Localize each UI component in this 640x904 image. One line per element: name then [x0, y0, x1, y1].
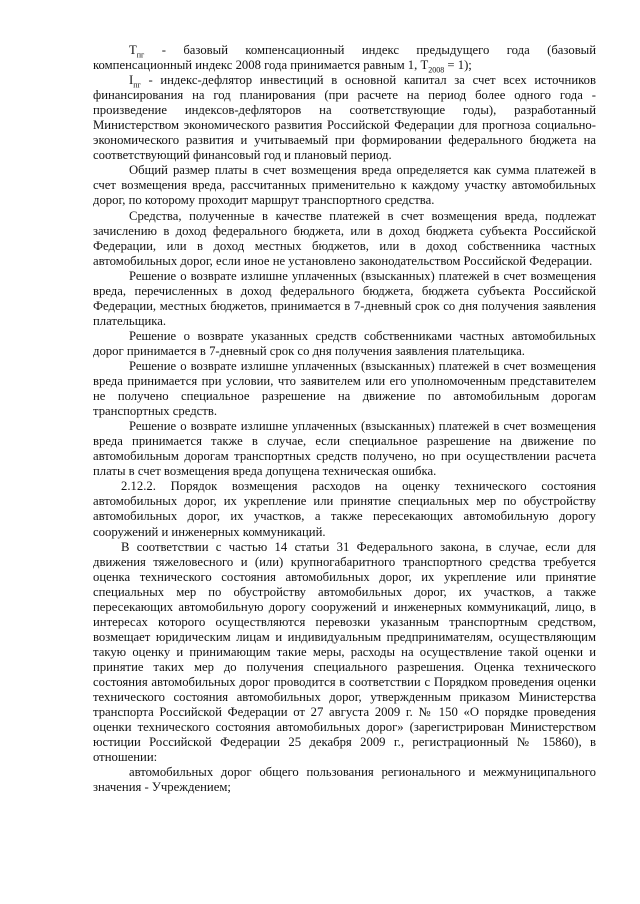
subscript-pg: пг	[136, 50, 145, 60]
subscript-pg: пг	[133, 80, 141, 90]
paragraph-refund-budget: Решение о возврате излишне уплаченных (взысканных) платежей в счет возмещения вреда, перечисленных в доход федерального бюджета, бюджета субъекта Российской Федерации, местных бюджетов, принимается в 7-дневный срок со дня получения заявления плательщика.	[93, 268, 596, 328]
paragraph-total-payment: Общий размер платы в счет возмещения вреда определяется как сумма платежей в счет возмещения вреда, рассчитанных применительно к каждому участку автомобильных дорог, по которому проходит маршрут транспортного средства.	[93, 163, 596, 208]
paragraph-refund-private: Решение о возврате указанных средств собственниками частных автомобильных дорог принимается в 7-дневный срок со дня получения заявления плательщика.	[93, 328, 596, 358]
paragraph-regional-roads: автомобильных дорог общего пользования регионального и межмуниципального значения - Учреждением;	[93, 765, 596, 795]
paragraph-refund-condition: Решение о возврате излишне уплаченных (взысканных) платежей в счет возмещения вреда принимается при условии, что заявителем или его уполномоченным представителем не получено специальное разрешение на движение по автомобильным дорогам транспортных средств.	[93, 358, 596, 419]
subscript-year: 2008	[428, 65, 445, 75]
symbol-i: I	[129, 73, 134, 88]
symbol-t: Т	[129, 43, 137, 57]
paragraph-text: - базовый компенсационный индекс предыдущего года (базовый компенсационный индекс 2008 года принимается равным 1, Т	[93, 43, 596, 73]
paragraph-article-31: В соответствии с частью 14 статьи 31 Федерального закона, в случае, если для движения тяжеловесного и (или) крупногабаритного транспортного средства требуется оценка технического состояния автомобильных дорог, их укрепление или принятие специальных мер по обустройству автомобильных дорог, их участков, а также пересекающих автомобильную дорогу сооружений и инженерных коммуникаций, лицо, в интересах которого осуществляются перевозки указанным транспортным средством, возмещает юридическим лицам и индивидуальным предпринимателям, осуществляющим такую оценку и принимающим такие меры, расходы на осуществление такой оценки и принятие таких мер до получения специального разрешения. Оценка технического состояния автомобильных дорог проводится в соответствии с Порядком проведения оценки технического состояния автомобильных дорог, утвержденным приказом Министерства транспорта Российской Федерации от 27 августа 2009 г. № 150 «О порядке проведения оценки технического состояния автомобильных дорог» (зарегистрирован Министерством юстиции Российской Федерации 25 декабря 2009 г., регистрационный № 15860), в отношении:	[93, 539, 596, 765]
paragraph-text-end: = 1);	[444, 58, 472, 73]
paragraph-ipg	[93, 73, 596, 163]
paragraph-text: - индекс-дефлятор инвестиций в основной капитал за счет всех источников финансирования на год планирования (при расчете на период более одного года - произведение индексов-дефляторов на соответствующие годы), разработанный Министерством экономического развития Российской Федерации для прогноза социально-экономического развития и учитываемый при формировании федерального бюджета на соответствующий финансовый год и плановый период.	[93, 73, 596, 163]
paragraph-funds: Средства, полученные в качестве платежей в счет возмещения вреда, подлежат зачислению в доход федерального бюджета, или в доход бюджета субъекта Российской Федерации, или в доход местных бюджетов, или в доход собственника частных автомобильных дорог, если иное не установлено законодательством Российской Федерации.	[93, 208, 596, 268]
paragraph-tpg	[93, 43, 596, 73]
section-heading-2-12-2: 2.12.2. Порядок возмещения расходов на оценку технического состояния автомобильных дорог, их укрепление или принятие специальных мер по обустройству автомобильных дорог, их участков, а также пересекающих автомобильную дорогу сооружений и инженерных коммуникаций.	[93, 479, 596, 539]
document-page	[93, 43, 596, 795]
paragraph-refund-error: Решение о возврате излишне уплаченных (взысканных) платежей в счет возмещения вреда принимается также в случае, если специальное разрешение на движение по автомобильным дорогам транспортных средств получено, но при осуществлении расчета платы в счет возмещения вреда допущена техническая ошибка.	[93, 419, 596, 479]
